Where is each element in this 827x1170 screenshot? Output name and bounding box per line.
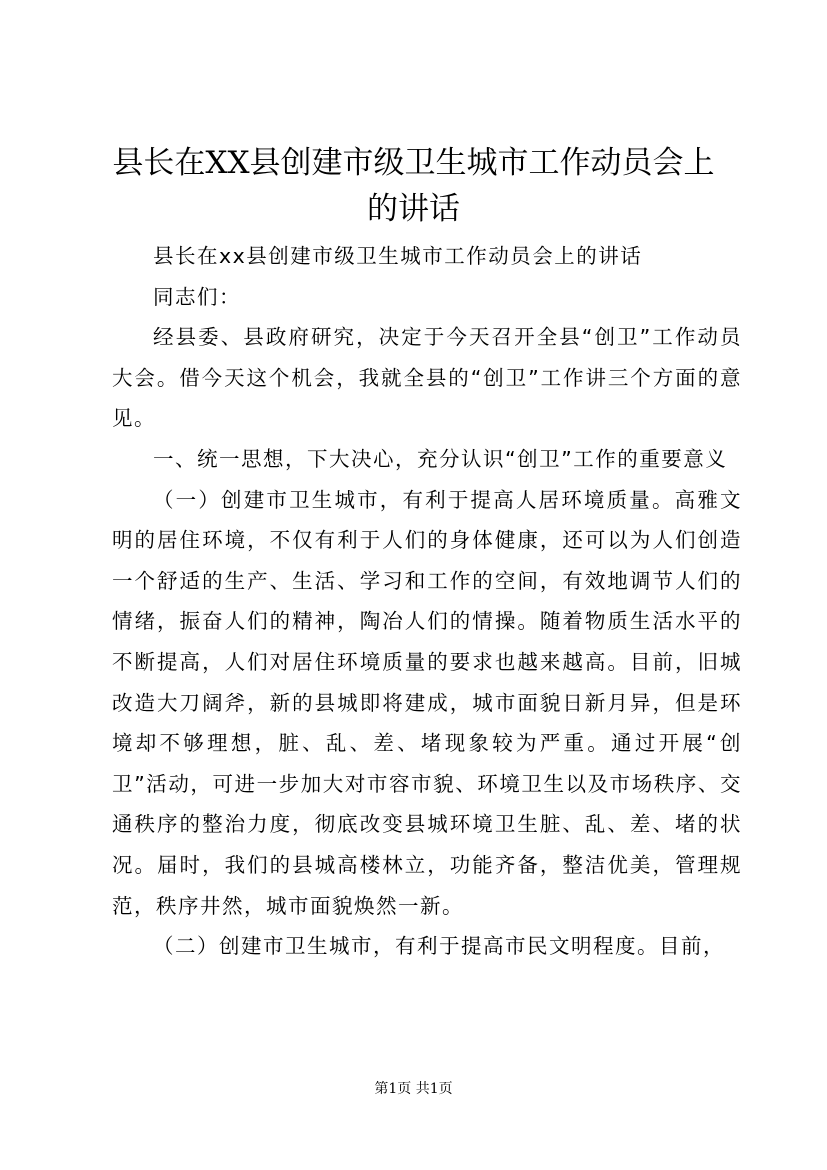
subtitle-paragraph: 县长在xx县创建市级卫生城市工作动员会上的讲话: [153, 244, 643, 268]
section-heading: 一、统一思想，下大决心，充分认识“创卫”工作的重要意义: [153, 446, 728, 471]
body-paragraph: （二）创建市卫生城市，有利于提高市民文明程度。目前，: [153, 934, 725, 959]
document-body: [112, 236, 742, 967]
title-line-2: 的讲话: [367, 191, 460, 227]
salutation-paragraph: 同志们：: [153, 284, 241, 309]
body-paragraph: （一）创建市卫生城市，有利于提高人居环境质量。高雅文明的居住环境，不仅有利于人们的身体健康，还可以为人们创造一个舒适的生产、生活、学习和工作的空间，有效地调节人们的情绪，振奋人们的精神，陶冶人们的情操。随着物质生活水平的不断提高，人们对居住环境质量的要求也越来越高。目前，旧城改造大刀阔斧，新的县城即将建成，城市面貌日新月异，但是环境却不够理想，脏、乱、差、堵现象较为严重。通过开展“创卫”活动，可进一步加大对市容市貌、环境卫生以及市场秩序、交通秩序的整治力度，彻底改变县城环境卫生脏、乱、差、堵的状况。届时，我们的县城高楼林立，功能齐备，整洁优美，管理规范，秩序井然，城市面貌焕然一新。: [112, 487, 742, 918]
title-line-1: 县长在XX县创建市级卫生城市工作动员会上: [112, 145, 715, 181]
intro-paragraph: 经县委、县政府研究，决定于今天召开全县“创卫”工作动员大会。借今天这个机会，我就全县的“创卫”工作讲三个方面的意见。: [112, 325, 742, 431]
document-title: [100, 140, 727, 232]
page-footer: 第1页 共1页: [374, 1081, 453, 1097]
